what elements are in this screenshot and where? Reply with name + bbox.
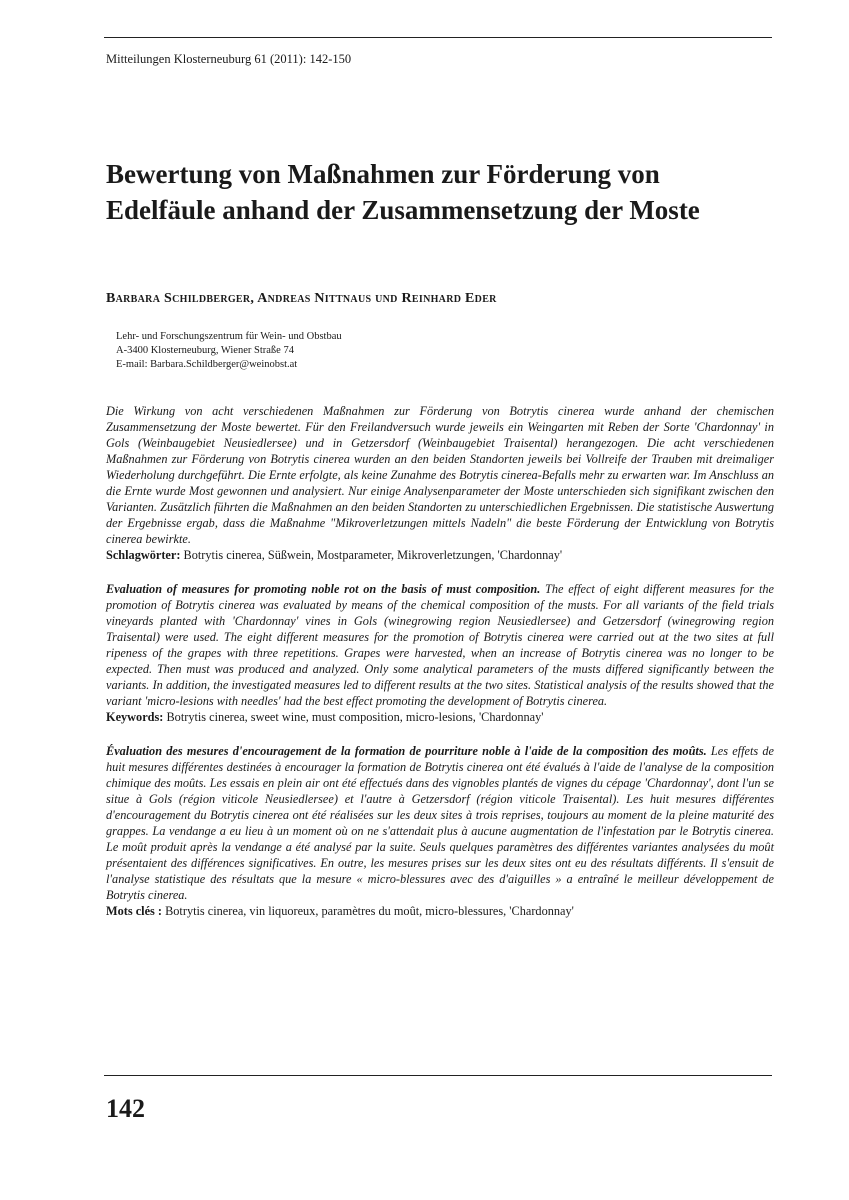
affiliation-institution: Lehr- und Forschungszentrum für Wein- und Obstbau <box>116 331 342 342</box>
keywords-english-label: Keywords: <box>106 710 164 724</box>
keywords-french-label: Mots clés : <box>106 904 162 918</box>
abstract-english-body <box>106 581 774 709</box>
header-rule <box>104 37 772 38</box>
affiliation <box>116 330 342 372</box>
affiliation-email: E-mail: Barbara.Schildberger@weinobst.at <box>116 359 298 370</box>
abstract-german <box>106 403 774 563</box>
keywords-french <box>106 903 774 919</box>
abstract-french-text: Les effets de huit mesures différentes destinées à encourager la formation de Botrytis cinerea ont été évalués à l'aide de l'analyse de la composition chimique des moûts. Les essais en plein air ont été effectués dans des vignobles plantés de vignes du cépage 'Chardonnay', dont l'un se situe à Gols (région viticole Neusiedlersee) et l'autre à Getzersdorf (région viticole Traisental). Les huit mesures différentes d'encouragement du Botrytis cinerea ont été réalisées sur les deux sites à trois reprises, toujours au moment de la pleine maturité des grappes. La vendange a eu lieu à un moment où on ne s'attendait plus à aucune augmentation de l'infestation par le Botrytis cinerea. Le moût produit après la vendange a été analysé par la suite. Seuls quelques paramètres des différentes variantes analysées du moût présentaient des différences significatives. En outre, les mesures prises sur les deux sites ont eu des résultats différents. Il s'ensuit de l'analyse statistique des résultats que la mesure « micro-blessures avec des d'aiguilles » a entraîné le meilleur développement de Botrytis cinerea. <box>106 744 774 902</box>
keywords-german-list: Botrytis cinerea, Süßwein, Mostparameter, Mikroverletzungen, 'Chardonnay' <box>183 548 563 562</box>
abstract-french-title: Évaluation des mesures d'encouragement de la formation de pourriture noble à l'aide de la composition des moûts. <box>106 744 707 758</box>
keywords-french-list: Botrytis cinerea, vin liquoreux, paramètres du moût, micro-blessures, 'Chardonnay' <box>165 904 574 918</box>
keywords-english-list: Botrytis cinerea, sweet wine, must composition, micro-lesions, 'Chardonnay' <box>166 710 544 724</box>
abstracts <box>106 403 774 937</box>
abstract-english-text: The effect of eight different measures for the promotion of Botrytis cinerea was evaluated by means of the chemical composition of the musts. For all variants of the field trials vineyards planted with 'Chardonnay' vines in Gols (winegrowing region Neusiedlersee) and Getzersdorf (winegrowing region Traisental) were used. The eight different measures for the promotion of Botrytis cinerea were carried out at the two sites at full ripeness of the grapes with three repetitions. Grapes were harvested, when an increase of Botrytis cinerea was no longer to be expected. Then must was produced and analyzed. Only some analytical parameters of the musts differed significantly between the variants. In addition, the investigated measures led to different results at the two sites. Statistical analysis of the results showed that the variant 'micro-lesions with needles' had the best effect promoting the development of Botrytis cinerea. <box>106 582 774 708</box>
title-line-1: Bewertung von Maßnahmen zur Förderung von <box>106 159 660 189</box>
author-list: Barbara Schildberger, Andreas Nittnaus und Reinhard Eder <box>106 291 497 306</box>
abstract-french-body <box>106 743 774 903</box>
page-number: 142 <box>106 1094 145 1123</box>
journal-citation: Mitteilungen Klosterneuburg 61 (2011): 142-150 <box>106 52 352 66</box>
abstract-english <box>106 581 774 725</box>
affiliation-address: A-3400 Klosterneuburg, Wiener Straße 74 <box>116 345 294 356</box>
abstract-english-title: Evaluation of measures for promoting noble rot on the basis of must composition. <box>106 582 541 596</box>
abstract-german-text: Die Wirkung von acht verschiedenen Maßnahmen zur Förderung von Botrytis cinerea wurde anhand der chemischen Zusammensetzung der Moste bewertet. Für den Freilandversuch wurde jeweils ein Weingarten mit Reben der Sorte 'Chardonnay' in Gols (Weinbaugebiet Neusiedlersee) und in Getzersdorf (Weinbaugebiet Traisental) herangezogen. Die acht verschiedenen Maßnahmen zur Förderung von Botrytis cinerea wurden an den beiden Standorten jeweils bei Vollreife der Trauben mit dreimaliger Wiederholung durchgeführt. Die Ernte erfolgte, als keine Zunahme des Botrytis cinerea-Befalls mehr zu erwarten war. Im Anschluss an die Ernte wurde Most gewonnen und analysiert. Nur einige Analysenparameter der Moste unterschieden sich signifikant zwischen den Varianten. Zusätzlich führten die Maßnahmen an den beiden Standorten zu unterschiedlichen Ergebnissen. Die statistische Auswertung der Ergebnisse ergab, dass die Maßnahme "Mikroverletzungen mittels Nadeln" die beste Förderung der Entwicklung von Botrytis cinerea bewirkte. <box>106 404 774 546</box>
article-title <box>106 156 806 228</box>
title-line-2: Edelfäule anhand der Zusammensetzung der Moste <box>106 195 700 225</box>
keywords-german <box>106 547 774 563</box>
keywords-german-label: Schlagwörter: <box>106 548 181 562</box>
abstract-french <box>106 743 774 919</box>
keywords-english <box>106 709 774 725</box>
footer-rule <box>104 1075 772 1076</box>
